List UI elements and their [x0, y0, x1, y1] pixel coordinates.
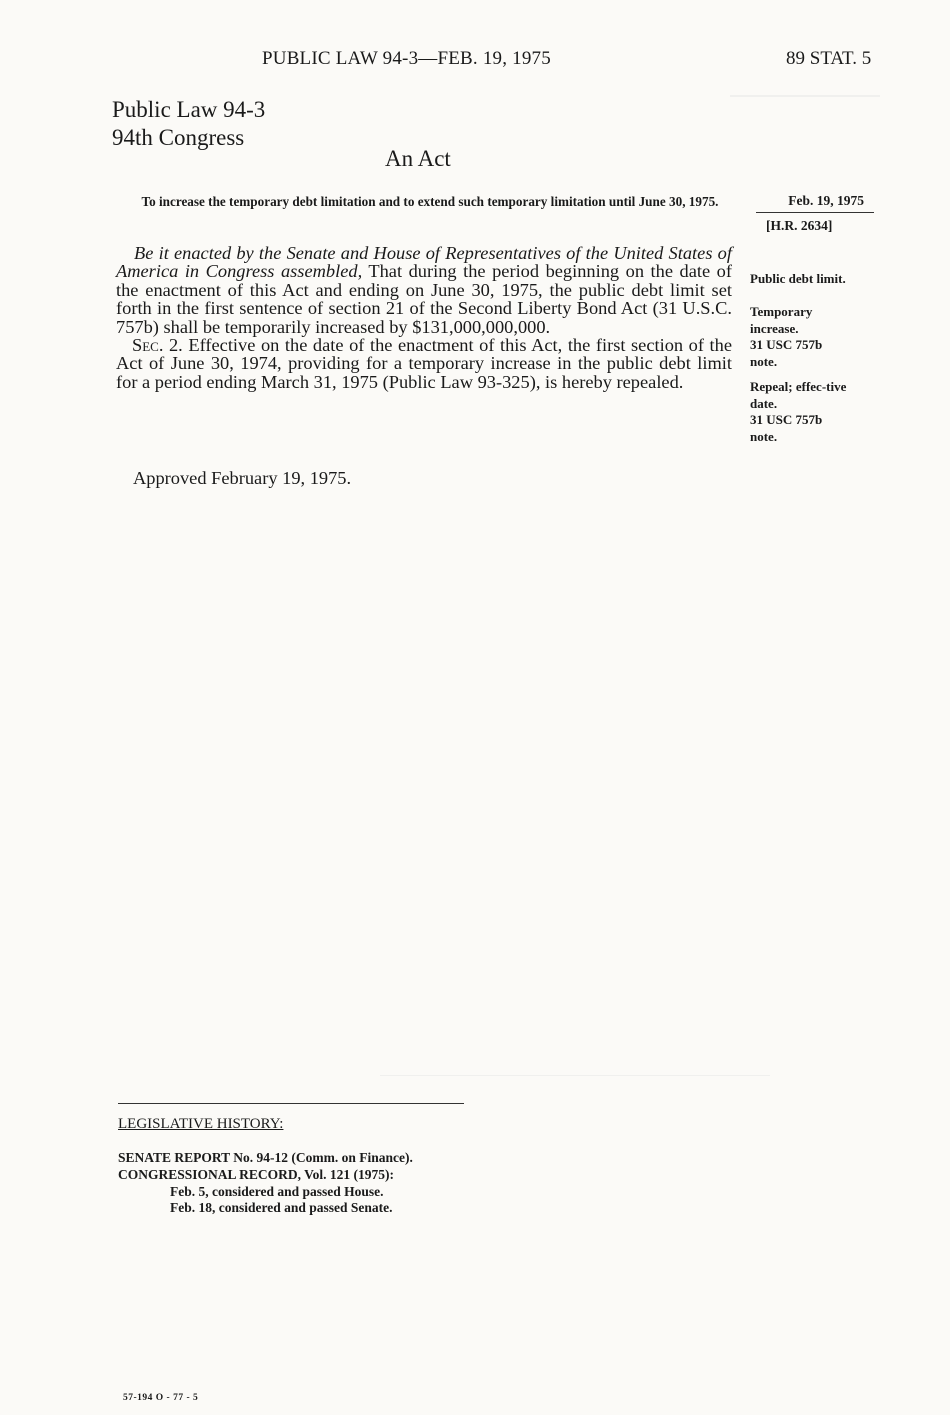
legislative-history-list [118, 1150, 413, 1217]
margin-note-public-debt: Public debt limit. [750, 271, 846, 286]
margin-note-usc-1: 31 USC 757b note. [750, 337, 823, 369]
law-identification [112, 96, 265, 152]
bleed-through-texture [730, 95, 880, 157]
section-1-text: That during the period beginning on the date of the enactment of this Act and ending on June 30, 1975, the public debt limit set forth in the first sentence of section 21 of the Second Liberty Bond Act (31 U.S.C. 757b) shall be temporarily increased by $131,000,000,000. [116, 261, 732, 337]
act-body [116, 244, 732, 391]
margin-note-usc-2: 31 USC 757b note. [750, 412, 823, 444]
section-2-text: Effective on the date of the enactment of this Act, the first section of the Act of June 30, 1974, providing for a temporary increase in the public debt limit for a period ending March 31, 1975 (Public Law 93-325), is hereby repealed. [116, 335, 733, 392]
congress-number: 94th Congress [112, 125, 245, 150]
section-2-label: Sec. 2. [132, 335, 183, 356]
print-code-footer: 57-194 O - 77 - 5 [123, 1393, 199, 1403]
bleed-through-texture-lower [380, 1075, 770, 1216]
running-header-title: PUBLIC LAW 94-3—FEB. 19, 1975 [262, 48, 551, 69]
public-law-number: Public Law 94-3 [112, 97, 266, 122]
act-title: An Act [385, 146, 451, 171]
history-divider [118, 1103, 464, 1104]
enacting-clause: Be it enacted by the Senate and House of Representatives of the United States of America in Congress assembled, [116, 243, 732, 282]
act-purpose: To increase the temporary debt limitation and to extend such temporary limitation until June 30, 1975. [141, 194, 719, 209]
margin-note-temporary-increase: Temporary increase. [750, 304, 813, 336]
history-house-action: Feb. 5, considered and passed House. [170, 1183, 384, 1199]
history-senate-action: Feb. 18, considered and passed Senate. [170, 1200, 393, 1216]
history-congressional-record: CONGRESSIONAL RECORD, Vol. 121 (1975): [118, 1166, 395, 1182]
margin-note-repeal: Repeal; effec-tive date. [750, 379, 847, 411]
history-senate-report: SENATE REPORT No. 94-12 (Comm. on Finance). [118, 1150, 413, 1165]
statute-page-number: 89 STAT. 5 [786, 48, 872, 69]
legislative-history-heading: LEGISLATIVE HISTORY: [118, 1116, 284, 1132]
section-2 [116, 336, 732, 391]
bill-number: [H.R. 2634] [766, 218, 833, 233]
enactment-date: Feb. 19, 1975 [756, 191, 874, 213]
date-box [756, 191, 874, 235]
section-1 [116, 244, 732, 336]
approval-date: Approved February 19, 1975. [133, 468, 352, 488]
